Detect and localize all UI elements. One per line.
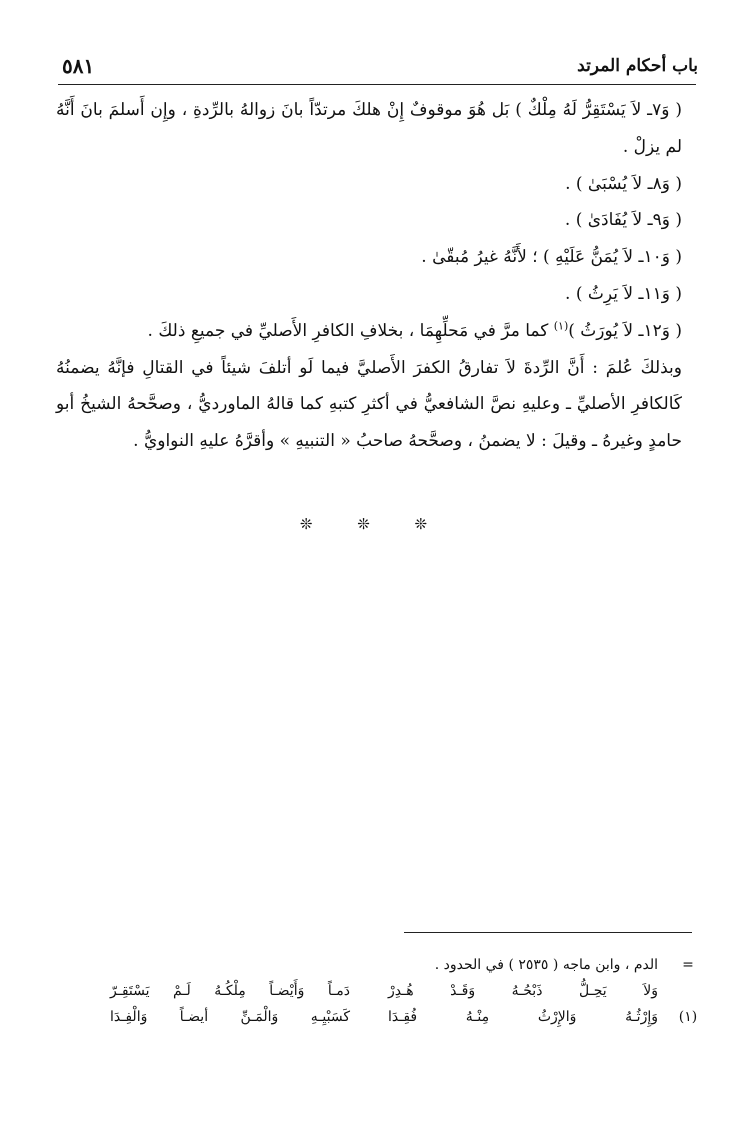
section-separator: ❊ ❊ ❊ xyxy=(299,515,448,533)
verse-line-1 xyxy=(56,978,706,1004)
main-text xyxy=(56,92,696,460)
page-number: ٥٨١ xyxy=(62,54,95,78)
item-12-text: ( وَ١٢ـ لاَ يُورَثُ ) xyxy=(568,320,682,341)
verse-2-second-hemistich: كَسَبْيِـهِ وَالْمَـنِّ أيضـاً وَالْفِـدَا xyxy=(110,1009,350,1025)
header-rule xyxy=(58,84,696,85)
footnote-marker-1: (١) xyxy=(678,1009,698,1025)
closing-paragraph: وبذلكَ عُلمَ : أَنَّ الرِّدةَ لاَ تفارقُ الكفرَ الأَصليَّ فيما لَو أتلفَ شيئاً في القتالِ فإنَّهُ يضمنُهُ كَالكافرِ الأصليِّ ـ وعليهِ نصَّ الشافعيُّ في أكثرِ كتبهِ كما قالهُ الماورديُّ ، وصحَّحهُ الشيخُ أبو حامدٍ وغيرهُ ـ وقيلَ : لا يضمنُ ، وصحَّحهُ صاحبُ « التنبيهِ » وأقرَّهُ عليهِ النواويُّ . xyxy=(56,357,682,452)
footnote-rule xyxy=(404,932,692,933)
footnotes xyxy=(56,952,706,1030)
verse-1-first-hemistich: وَلاَ يَحِـلُّ ذَبْحُـهُ وَقَـدْ هُـدِرْ xyxy=(388,983,658,999)
paragraph-item-8: ( وَ٨ـ لاَ يُسْبَىٰ ) . xyxy=(565,173,682,194)
continuation-text: الدم ، وابن ماجه ( ٢٥٣٥ ) في الحدود . xyxy=(434,957,658,973)
verse-1-second-hemistich: دَمـاً وَأَيْضـاً مِلْكُـهُ لَـمْ يَسْتَقِـرّ xyxy=(110,983,350,999)
footnote-reference[interactable]: (١) xyxy=(553,319,569,333)
verse-2-first-hemistich: وَإِرْثُـهُ وَالإِرْثُ مِنْـهُ فُقِـدَا xyxy=(388,1009,658,1025)
continuation-marker: = xyxy=(682,957,694,973)
paragraph-item-12 xyxy=(56,313,696,350)
verse-line-2 xyxy=(56,1004,706,1030)
page-header xyxy=(58,52,698,84)
paragraph-item-7: ( وَ٧ـ لاَ يَسْتَقِرُّ لَهُ مِلْكٌ ) بَل هُوَ موقوفٌ إِنْ هلكَ مرتدّاً بانَ زوالهُ بالرِّدةِ ، وإِن أَسلمَ بانَ أَنَّهُ لم يزلْ . xyxy=(56,100,682,157)
paragraph-item-9: ( وَ٩ـ لاَ يُفَادَىٰ ) . xyxy=(564,210,682,231)
paragraph-item-11: ( وَ١١ـ لاَ يَرِثُ ) . xyxy=(565,283,682,304)
paragraph-item-10: ( وَ١٠ـ لاَ يُمَنُّ عَلَيْهِ ) ؛ لأَنَّهُ غيرُ مُبقّىٰ . xyxy=(421,247,682,268)
chapter-title: باب أحكام المرتد xyxy=(577,56,698,76)
item-12-rest: كما مرَّ في مَحلِّهِمَا ، بخلافِ الكافرِ الأَصليِّ في جميعِ ذلكَ . xyxy=(147,320,554,341)
footnote-continuation xyxy=(56,952,706,978)
